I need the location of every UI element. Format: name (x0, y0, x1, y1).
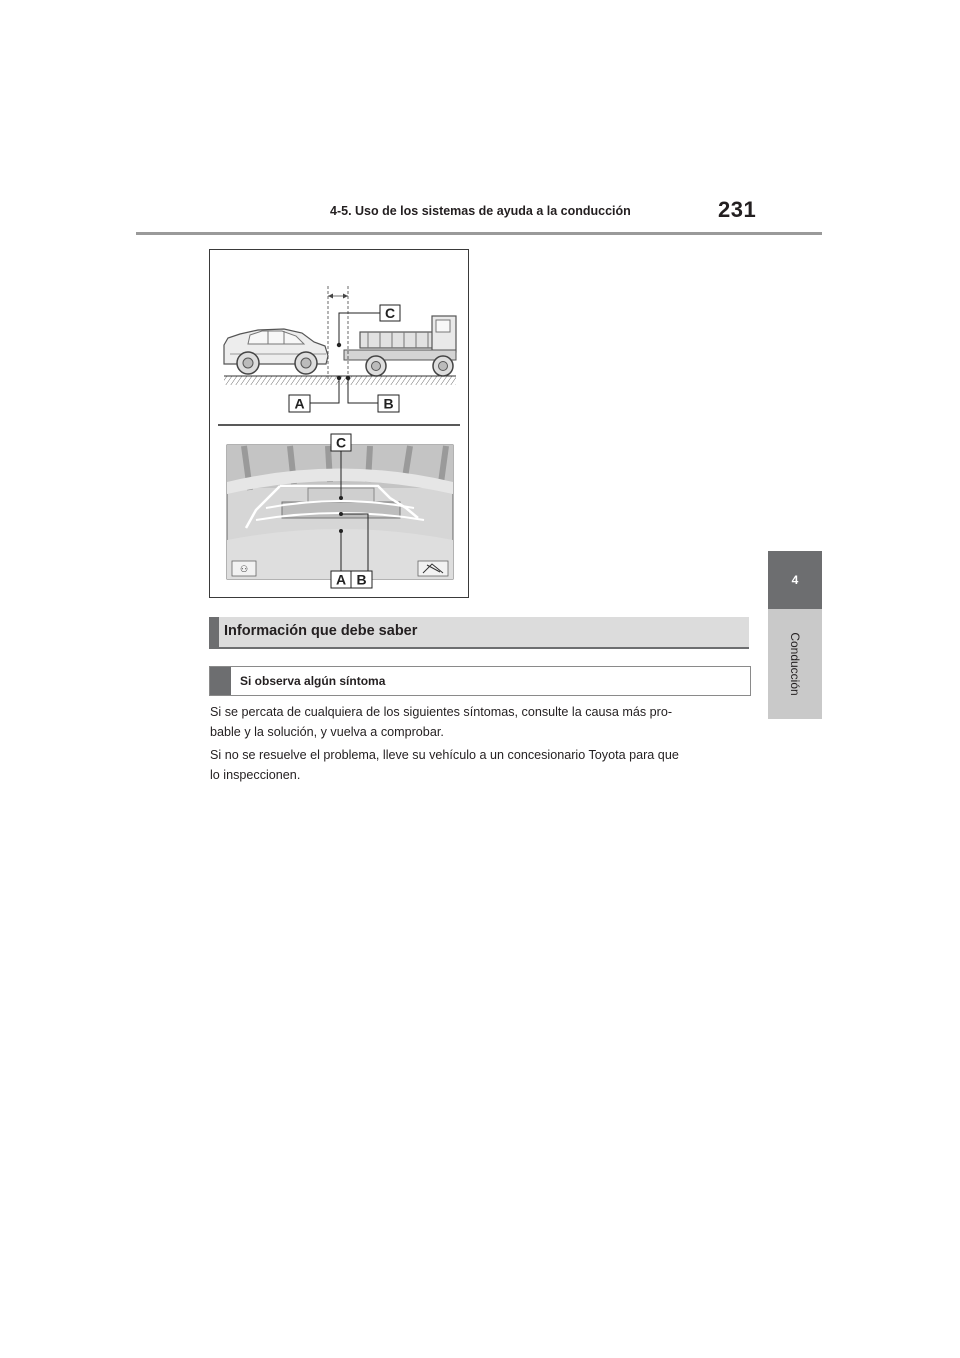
info-banner-title: Información que debe saber (224, 623, 418, 639)
camera-view-icon-glyph: ⚇ (239, 564, 249, 574)
header-rule (136, 232, 822, 235)
suv-icon (224, 329, 328, 374)
symptom-subbanner-title: Si observa algún síntoma (240, 674, 386, 688)
top-label-a: A (294, 395, 305, 412)
chapter-number-tab[interactable]: 4 (768, 551, 822, 609)
symptom-subbanner (209, 666, 751, 696)
chapter-name-tab[interactable] (768, 609, 822, 719)
truck-icon (344, 316, 456, 376)
bottom-label-b: B (356, 571, 367, 588)
info-banner-marker (209, 617, 219, 647)
rear-camera-screen (227, 434, 453, 588)
page-number: 231 (718, 197, 757, 222)
side-view-diagram (224, 286, 456, 412)
chapter-name-label: Conducción (788, 632, 802, 696)
info-banner (209, 617, 749, 649)
paragraph-1-line-2: bable y la solución, y vuelva a comprobar. (210, 725, 444, 739)
top-label-c: C (384, 305, 396, 321)
bottom-label-a: A (335, 571, 347, 588)
body-paragraph-2 (210, 745, 755, 785)
camera-guide-figure (209, 249, 469, 598)
paragraph-1-line-1: Si se percata de cualquiera de los siguientes síntomas, consulte la causa más pro- (210, 705, 673, 719)
paragraph-2-line-1: Si no se resuelve el problema, lleve su vehículo a un concesionario Toyota para que (210, 748, 679, 762)
top-label-b: B (383, 395, 394, 412)
section-title: 4-5. Uso de los sistemas de ayuda a la conducción (330, 204, 631, 218)
paragraph-2-line-2: lo inspeccionen. (210, 768, 301, 782)
bottom-label-c: C (335, 434, 347, 451)
symptom-subbanner-marker (210, 667, 231, 695)
figure-illustration (210, 250, 468, 597)
body-paragraph-1 (210, 702, 755, 742)
